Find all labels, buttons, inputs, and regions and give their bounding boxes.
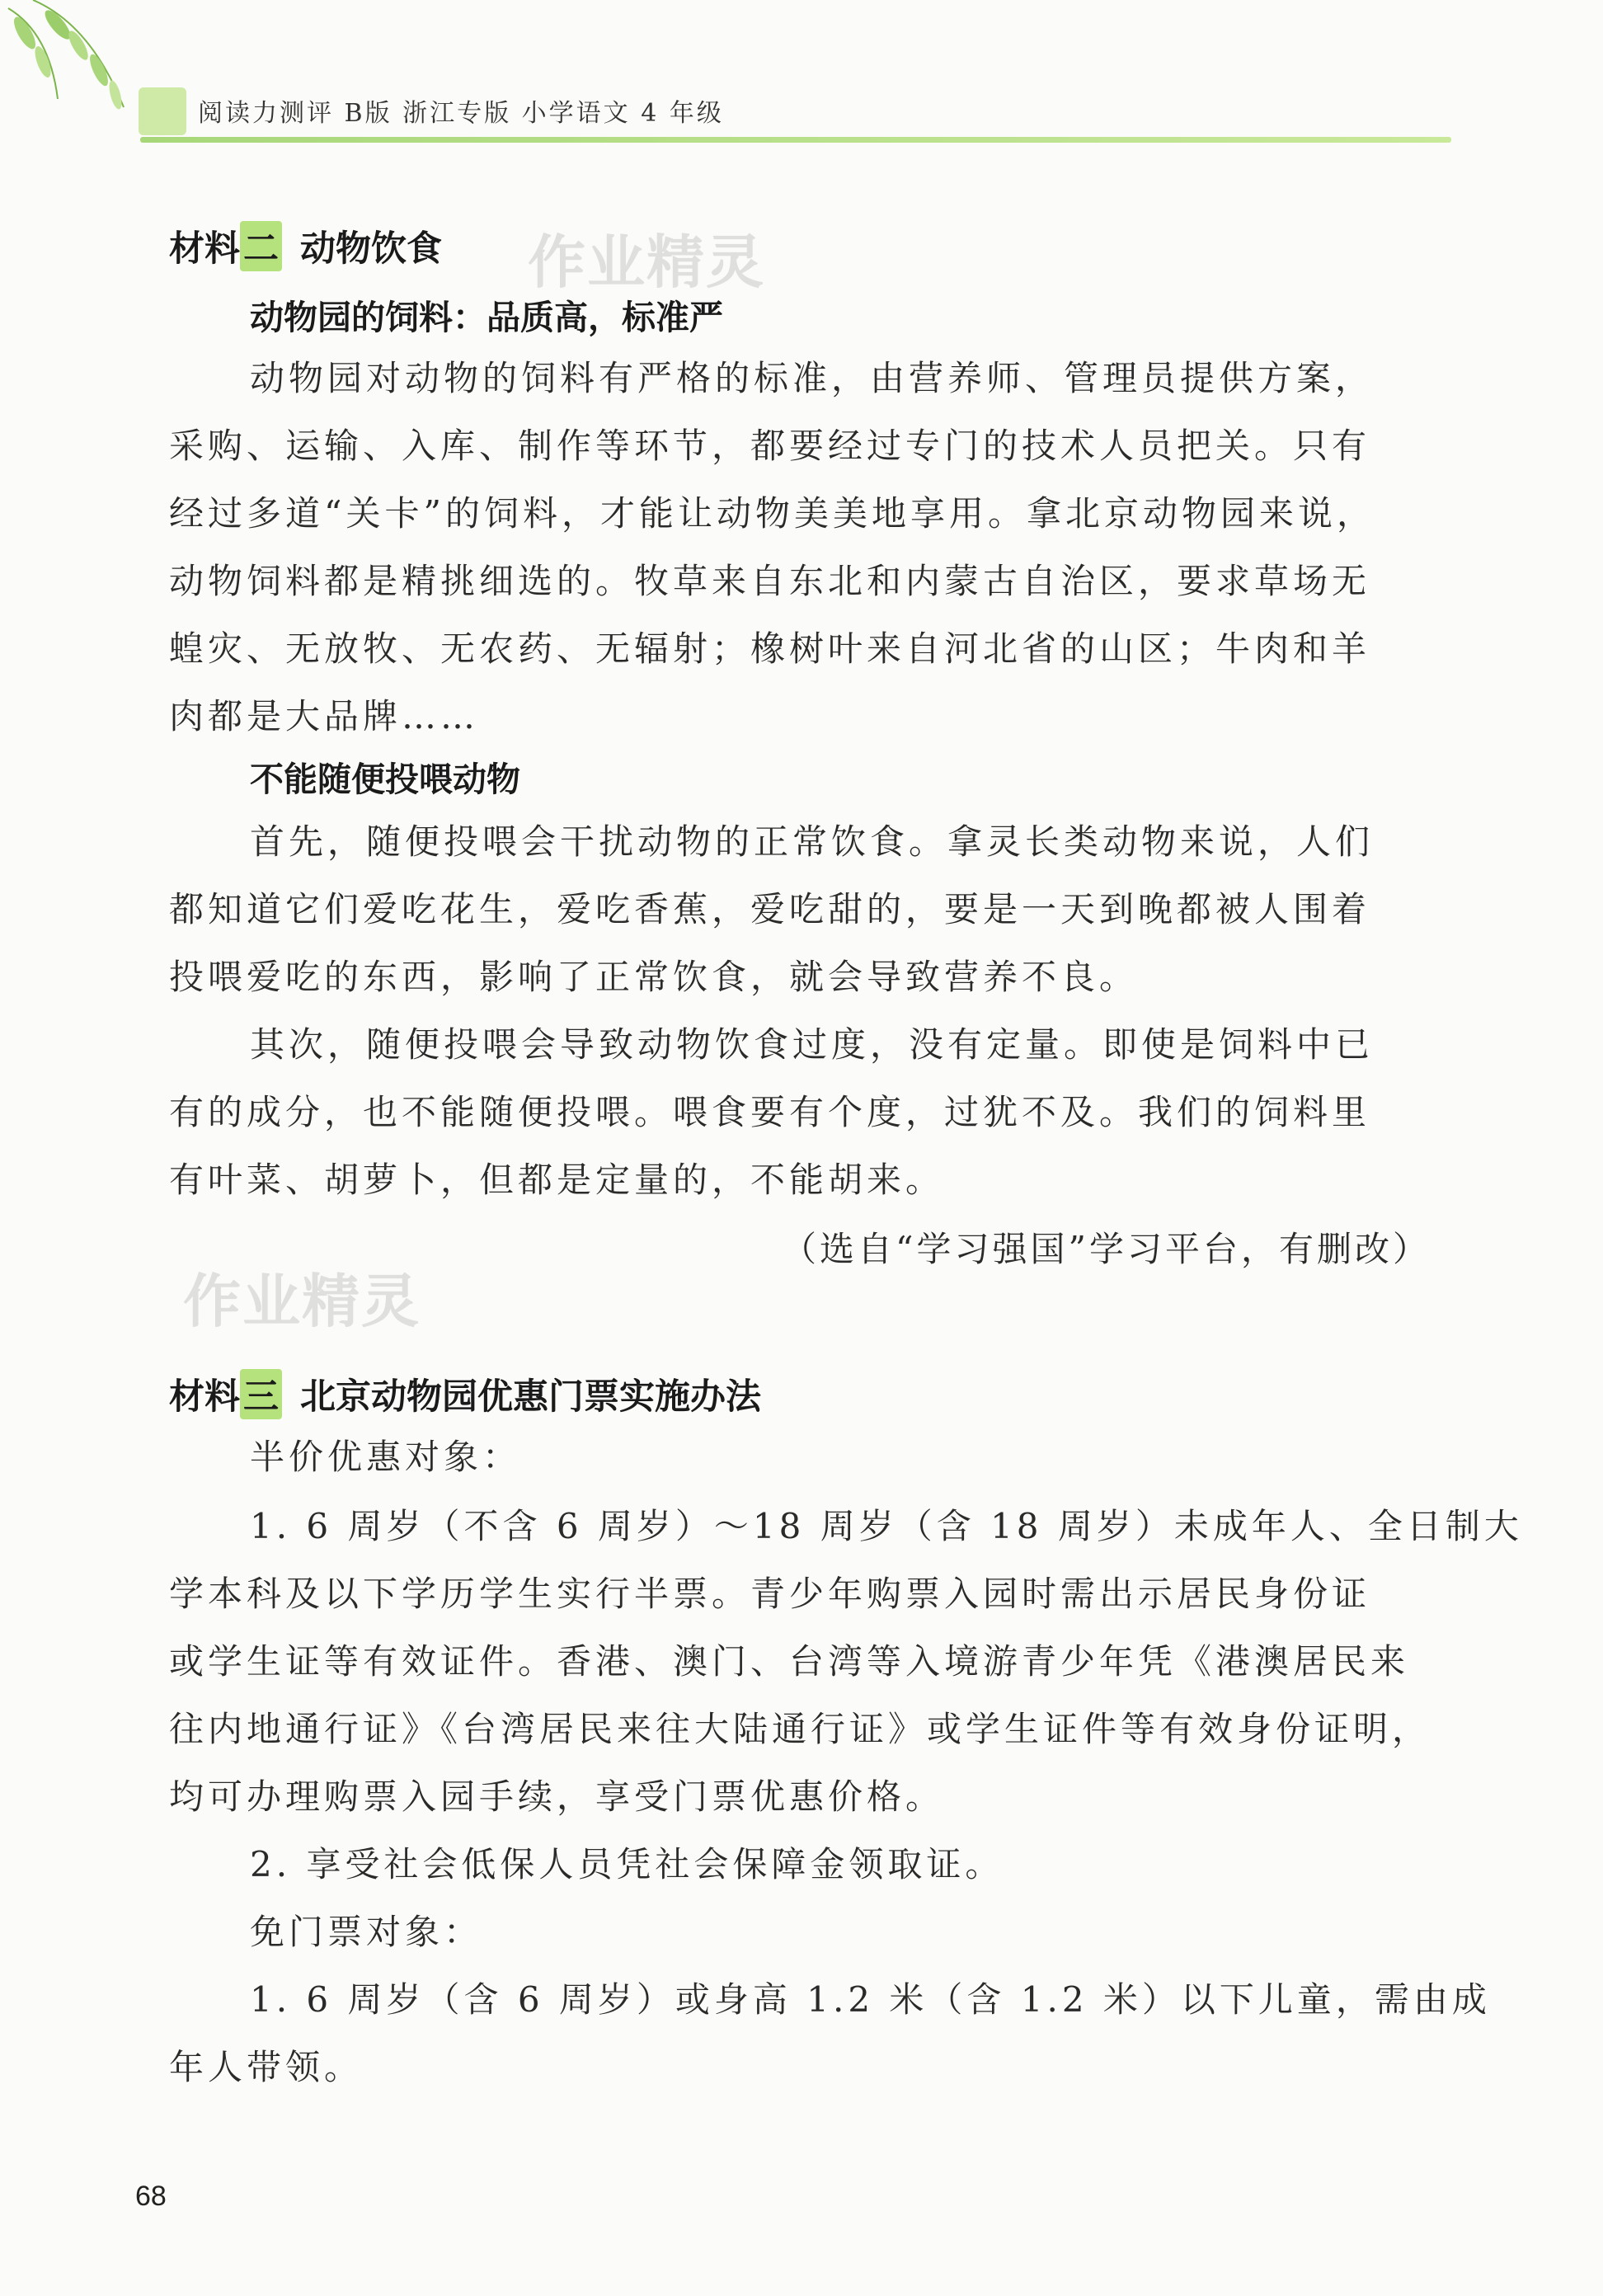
text-line: 有的成分，也不能随便投喂。喂食要有个度，过犹不及。我们的饲料里 [169,1092,1371,1132]
text-line: 肉都是大品牌…… [169,696,480,736]
text-line: 学本科及以下学历学生实行半票。青少年购票入园时需出示居民身份证 [169,1574,1371,1614]
source-note: （选自“学习强国”学习平台，有删改） [782,1229,1431,1269]
watermark: 作业精灵 [528,228,765,296]
material-label: 材料 [169,228,240,270]
willow-leaves-icon [0,0,198,157]
text-line: 均可办理购票入园手续，享受门票优惠价格。 [169,1776,945,1817]
text-line: 首先，随便投喂会干扰动物的正常饮食。拿灵长类动物来说，人们 [250,821,1375,862]
text-line: 采购、运输、入库、制作等环节，都要经过专门的技术人员把关。只有 [169,426,1371,466]
text-line: 往内地通行证》《台湾居民来往大陆通行证》或学生证件等有效身份证明， [169,1709,1431,1749]
text-line: 年人带领。 [169,2047,364,2087]
material-title: 动物饮食 [300,228,442,270]
text-line: 有叶菜、胡萝卜，但都是定量的，不能胡来。 [169,1160,945,1200]
text-line: 动物园对动物的饲料有严格的标准，由营养师、管理员提供方案， [250,358,1375,398]
page-number: 68 [135,2181,167,2212]
watermark: 作业精灵 [183,1268,421,1335]
text-line: 投喂爱吃的东西，影响了正常饮食，就会导致营养不良。 [169,957,1139,997]
material-label: 材料 [169,1376,240,1418]
text-line: 1. 6 周岁（不含 6 周岁）～18 周岁（含 18 周岁）未成年人、全日制大 [250,1506,1523,1546]
text-line: 蝗灾、无放牧、无农药、无辐射；橡树叶来自河北省的山区；牛肉和羊 [169,628,1371,669]
text-line: 半价优惠对象： [250,1437,522,1477]
text-line: 都知道它们爱吃花生，爱吃香蕉，爱吃甜的，要是一天到晚都被人围着 [169,889,1371,929]
material-number: 二 [240,221,282,271]
text-line: 2. 享受社会低保人员凭社会保障金领取证。 [250,1844,1004,1884]
subheading: 不能随便投喂动物 [250,760,520,799]
subheading: 动物园的饲料：品质高，标准严 [250,298,723,337]
material2-heading [169,221,442,271]
header-rule [140,137,1451,143]
text-line: 免门票对象： [250,1912,483,1952]
material-title: 北京动物园优惠门票实施办法 [300,1376,761,1418]
text-line: 经过多道“关卡”的饲料，才能让动物美美地享用。拿北京动物园来说， [169,493,1375,534]
material-number: 三 [240,1369,282,1419]
text-line: 1. 6 周岁（含 6 周岁）或身高 1.2 米（含 1.2 米）以下儿童，需由成 [250,1979,1491,2020]
text-line: 或学生证等有效证件。香港、澳门、台湾等入境游青少年凭《港澳居民来 [169,1641,1410,1682]
material3-heading [169,1369,761,1419]
text-line: 动物饲料都是精挑细选的。牧草来自东北和内蒙古自治区，要求草场无 [169,561,1371,601]
header-title: 阅读力测评 B版 浙江专版 小学语文 4 年级 [198,99,724,128]
text-line: 其次，随便投喂会导致动物饮食过度，没有定量。即使是饲料中已 [250,1024,1375,1065]
